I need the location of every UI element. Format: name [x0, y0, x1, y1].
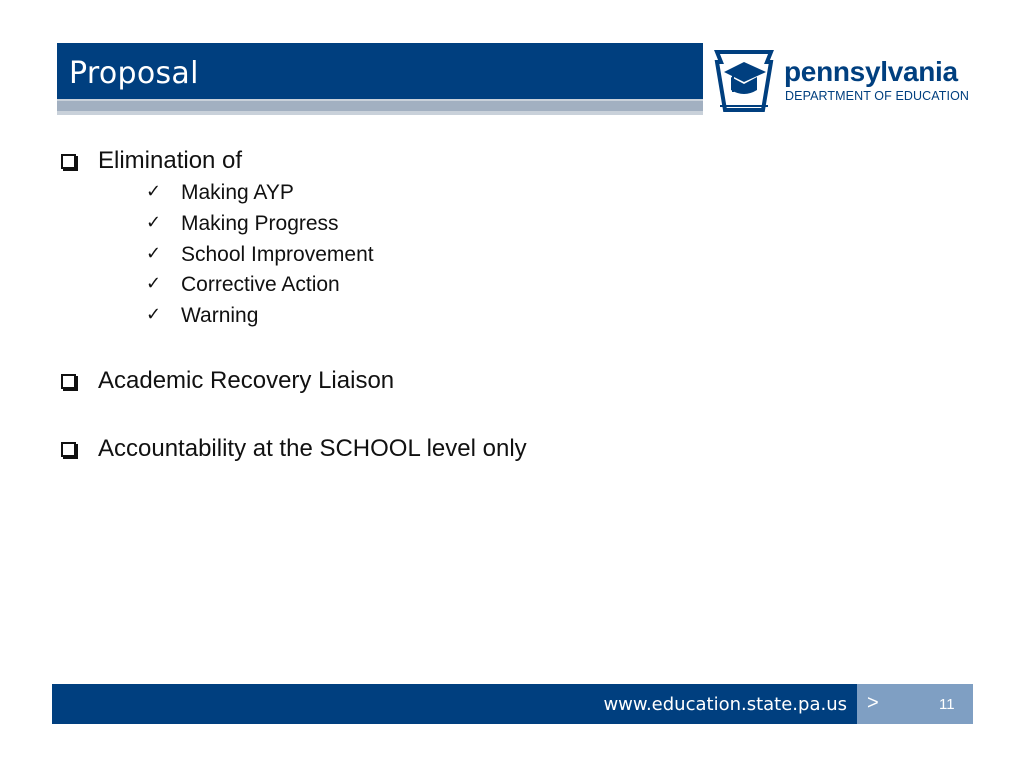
bullet-text: Accountability at the SCHOOL level only: [98, 435, 527, 462]
checkmark-icon: ✓: [146, 243, 162, 264]
subitem-text: Warning: [181, 304, 259, 327]
checkbox-bullet-icon: [61, 442, 76, 457]
logo-department: DEPARTMENT OF EDUCATION: [785, 89, 970, 103]
footer-bar: [52, 684, 973, 724]
slide-title: Proposal: [69, 56, 199, 91]
logo-name: pennsylvania: [784, 56, 958, 87]
bullet-text: Elimination of: [98, 147, 243, 174]
subitem-text: Making Progress: [181, 212, 339, 235]
next-slide-button[interactable]: >: [867, 692, 879, 714]
subitem-text: School Improvement: [181, 243, 374, 266]
page-number: 11: [939, 696, 955, 713]
checkmark-icon: ✓: [146, 181, 162, 202]
title-bar: [57, 43, 703, 99]
pde-logo: [711, 48, 981, 112]
checkmark-icon: ✓: [146, 273, 162, 294]
checkmark-icon: ✓: [146, 212, 162, 233]
keystone-graduation-cap-icon: [711, 48, 777, 112]
checkmark-icon: ✓: [146, 304, 162, 325]
footer-url-link[interactable]: www.education.state.pa.us: [603, 694, 847, 715]
title-underline-stripe: [57, 101, 703, 111]
subitem-text: Corrective Action: [181, 273, 340, 296]
checkbox-bullet-icon: [61, 154, 76, 169]
checkbox-bullet-icon: [61, 374, 76, 389]
title-underline: [57, 99, 703, 115]
footer-nav-box: [857, 684, 973, 724]
subitem-text: Making AYP: [181, 181, 294, 204]
bullet-text: Academic Recovery Liaison: [98, 367, 395, 394]
